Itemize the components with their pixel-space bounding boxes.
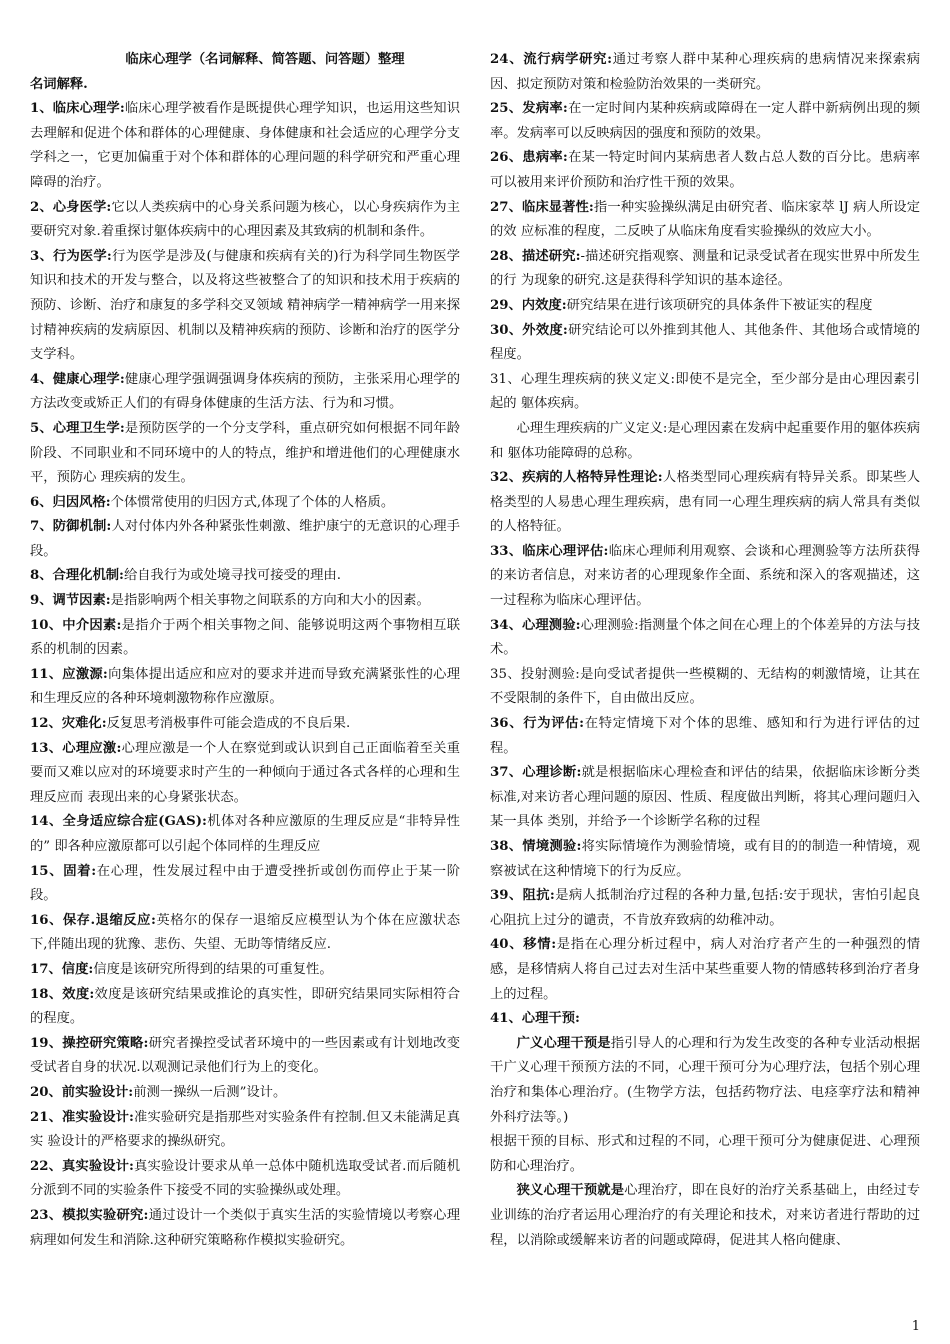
term-label: 20、前实验设计: bbox=[30, 1084, 134, 1100]
term-definition: 在一定时间内某种疾病或障碍在一定人群中新病例出现的频率。发病率可以反映病因的强度和预防的效果。 bbox=[490, 101, 920, 141]
term-definition: 心理测验:指测量个体之间在心理上的个体差异的方法与技术。 bbox=[490, 617, 920, 658]
term-entry bbox=[490, 1032, 920, 1130]
term-definition: 机体对各种应激原的生理反应是“非特异性的” 即各种应激原都可以引起个体同样的生理反应 bbox=[30, 814, 460, 854]
term-definition: 通过设计一个类似于真实生活的实验情境以考察心理病理如何发生和消除.这种研究策略称作模拟实验研究。 bbox=[30, 1207, 461, 1248]
term-label: 30、外效度: bbox=[490, 322, 568, 338]
page-number: 1 bbox=[911, 1319, 920, 1334]
term-definition: 研究结果在进行该项研究的具体条件下被证实的程度 bbox=[566, 297, 873, 313]
term-definition: 临床心理师利用观察、会谈和心理测验等方法所获得的来访者信息，对来访者的心理现象作全面、系统和深入的客观描述，这一过程称为临床心理评估。 bbox=[490, 543, 921, 609]
term-entry bbox=[490, 466, 920, 540]
term-label: 4、健康心理学: bbox=[30, 371, 125, 387]
term-definition: 在特定情境下对个体的思维、感知和行为进行评估的过程。 bbox=[490, 716, 920, 756]
term-definition: 临床心理学被看作是既提供心理学知识，也运用这些知识去理解和促进个体和群体的心理健康、身体健康和社会适应的心理学分支学科之一，它更加偏重于对个体和群体的心理问题的科学研究和严重心理障碍的治疗。 bbox=[30, 101, 461, 190]
term-entry bbox=[30, 417, 460, 491]
term-definition: 在心理，性发展过程中由于遭受挫折或创伤而停止于某一阶段。 bbox=[30, 863, 461, 904]
term-definition: 行为医学是涉及(与健康和疾病有关的)行为科学同生物医学知识和技术的开发与整合，以及将这些被整合了的知识和技术用于疾病的预防、诊断、治疗和康复的多学科交叉领域 精神病学一精神病学一用来探讨精神疾病的发病原因、机制以及精神疾病的预防、诊断和治疗的医学分支学科。 bbox=[30, 248, 460, 363]
term-label: 26、患病率: bbox=[490, 150, 568, 166]
term-definition: 向集体提出适应和应对的要求并进而导致充满紧张性的心理和生理反应的各种环境刺激物称作应激原。 bbox=[30, 666, 460, 707]
term-label: 28、描述研究: bbox=[490, 248, 581, 264]
term-label: 2、心身医学: bbox=[30, 199, 112, 215]
term-entry bbox=[30, 614, 460, 663]
term-label: 8、合理化机制: bbox=[30, 568, 124, 584]
term-definition: 是指影响两个相关事物之间联系的方向和大小的因素。 bbox=[110, 593, 430, 609]
term-label: 7、防御机制: bbox=[30, 519, 112, 535]
document-title: 临床心理学（名词解释、简答题、问答题）整理 bbox=[125, 52, 405, 67]
term-definition: 指一种实验操纵满足由研究者、临床家萃 lJ 病人所设定的效 应标准的程度，二反映了从临床角度看实验操纵的效应大小。 bbox=[490, 199, 920, 240]
term-label: 6、归因风格: bbox=[30, 494, 111, 510]
term-label: 23、模拟实验研究: bbox=[30, 1207, 149, 1223]
term-entry bbox=[30, 97, 460, 195]
term-definition: 是指介于两个相关事物之间、能够说明这两个事物相互联系的机制的因素。 bbox=[30, 617, 460, 658]
term-label: 18、效度: bbox=[30, 986, 95, 1002]
term-entry bbox=[30, 515, 460, 564]
term-label: 39、阻抗: bbox=[490, 888, 555, 904]
term-entry bbox=[30, 1081, 460, 1106]
term-entry bbox=[30, 1155, 460, 1204]
section-heading: 名词解释. bbox=[30, 76, 88, 92]
term-definition: 反复思考消极事件可能会造成的不良后果. bbox=[106, 716, 351, 732]
term-entry bbox=[490, 319, 920, 368]
term-definition: 35、投射测验:是向受试者提供一些模糊的、无结构的刺激情境，让其在不受限制的条件下，自由做出反应。 bbox=[490, 666, 920, 707]
term-entry bbox=[490, 146, 920, 195]
term-label: 17、信度: bbox=[30, 961, 94, 977]
term-entry bbox=[490, 97, 920, 146]
term-label: 40、移情: bbox=[490, 937, 557, 953]
term-label: 22、真实验设计: bbox=[30, 1158, 134, 1174]
term-entry bbox=[30, 1106, 460, 1155]
term-definition: -描述研究指观察、测量和记录受试者在现实世界中所发生的行 为现象的研究.这是获得科学知识的基本途径。 bbox=[490, 248, 920, 289]
term-label: 12、灾难化: bbox=[30, 716, 107, 732]
term-label: 33、临床心理评估: bbox=[490, 543, 609, 559]
left-entry-list bbox=[30, 97, 460, 1253]
right-column bbox=[490, 48, 920, 1253]
term-label: 38、情境测验: bbox=[490, 839, 582, 854]
term-label: 1、临床心理学: bbox=[30, 101, 125, 117]
term-label: 25、发病率: bbox=[490, 101, 568, 117]
term-definition: 31、心理生理疾病的狭义定义:即使不是完全，至少部分是由心理因素引起的 躯体疾病。 bbox=[490, 371, 920, 412]
term-definition: 研究结论可以外推到其他人、其他条件、其他场合或情境的程度。 bbox=[490, 322, 920, 363]
term-entry bbox=[490, 712, 920, 761]
term-label: 狭义心理干预就是 bbox=[516, 1183, 625, 1199]
term-entry bbox=[30, 1032, 460, 1081]
term-definition: 是指在心理分析过程中，病人对治疗者产生的一种强烈的情感，是移情病人将自己过去对生活中某些重要人物的情感转移到治疗者身上的过程。 bbox=[490, 937, 921, 1002]
term-definition: 根据干预的目标、形式和过程的不同，心理干预可分为健康促进、心理预防和心理治疗。 bbox=[490, 1134, 920, 1174]
term-entry bbox=[490, 933, 920, 1007]
term-entry bbox=[490, 663, 920, 712]
term-entry bbox=[30, 1204, 460, 1253]
term-label: 14、全身适应综合症(GAS): bbox=[30, 814, 207, 830]
term-entry bbox=[490, 368, 920, 417]
term-entry bbox=[490, 1007, 920, 1032]
term-entry bbox=[30, 909, 460, 958]
term-label: 24、流行病学研究: bbox=[490, 52, 613, 67]
term-label: 41、心理干预: bbox=[490, 1011, 580, 1027]
term-definition: 它以人类疾病中的心身关系问题为核心，以心身疾病作为主要研究对象.着重探讨躯体疾病中的心理因素及其致病的机制和条件。 bbox=[30, 199, 460, 240]
term-label: 9、调节因素: bbox=[30, 593, 111, 609]
term-label: 广义心理干预是 bbox=[516, 1035, 611, 1051]
term-label: 37、心理诊断: bbox=[490, 765, 582, 781]
term-entry bbox=[30, 491, 460, 516]
term-label: 10、中介因素: bbox=[30, 617, 122, 633]
term-entry bbox=[30, 983, 460, 1032]
term-entry bbox=[30, 196, 460, 245]
term-entry bbox=[30, 860, 460, 909]
term-definition: 心理应激是一个人在察觉到或认识到自己正面临着至关重要而又难以应对的环境要求时产生的一种倾向于通过各式各样的心理和生理反应而 表现出来的心身紧张状态。 bbox=[30, 740, 460, 805]
term-label: 27、临床显著性: bbox=[490, 199, 594, 215]
term-label: 13、心理应激: bbox=[30, 740, 122, 756]
term-entry bbox=[30, 245, 460, 368]
term-definition: 人格类型同心理疾病有特异关系。即某些人格类型的人易患心理生理疾病，患有同一心理生理疾病的病人常具有类似的人格特征。 bbox=[490, 470, 920, 535]
term-entry bbox=[490, 417, 920, 466]
term-definition: 是病人抵制治疗过程的各种力量,包括:安于现状，害怕引起良心阻抗上过分的谴责，不肯放弃致病的幼稚冲动。 bbox=[490, 888, 920, 928]
term-entry bbox=[490, 614, 920, 663]
term-definition: 将实际情境作为测验情境，或有目的的制造一种情境，观察被试在这种情境下的行为反应。 bbox=[490, 839, 920, 879]
term-entry bbox=[30, 589, 460, 614]
term-entry bbox=[490, 1130, 920, 1179]
term-entry bbox=[490, 540, 920, 614]
term-definition: 个体惯常使用的归因方式,体现了个体的人格质。 bbox=[110, 494, 395, 510]
term-definition: 在某一特定时间内某病患者人数占总人数的百分比。患病率可以被用来评价预防和治疗性干预的效果。 bbox=[490, 150, 920, 190]
term-definition: 英格尔的保存一退缩反应模型认为个体在应激状态下,伴随出现的犹豫、悲伤、失望、无助等情绪反应. bbox=[30, 912, 461, 953]
term-definition: 就是根据临床心理检查和评估的结果，依据临床诊断分类标准,对来访者心理问题的原因、性质、程度做出判断，将其心理问题归入某一具体 类别，并给予一个诊断学名称的过程 bbox=[490, 765, 920, 830]
term-entry bbox=[490, 761, 920, 835]
term-entry bbox=[490, 48, 920, 97]
term-label: 15、固着: bbox=[30, 863, 97, 879]
term-definition: 指引导人的心理和行为发生改变的各种专业活动根据干广义心理干预预方法的不同，心理干预可分为心理疗法，包括个别心理治疗和集体心理治疗。(生物学方法，包括药物疗法、电痉挛疗法和精神外科疗法等。) bbox=[490, 1035, 921, 1125]
term-definition: 通过考察人群中某种心理疾病的患病情况来探索病因、拟定预防对策和检验防治效果的一类研究。 bbox=[490, 52, 921, 92]
term-entry bbox=[30, 368, 460, 417]
term-entry bbox=[490, 294, 920, 319]
term-entry bbox=[490, 245, 920, 294]
left-column bbox=[30, 48, 460, 1253]
term-label: 29、内效度: bbox=[490, 297, 567, 313]
term-definition: 信度是该研究所得到的结果的可重复性。 bbox=[93, 961, 333, 977]
term-label: 21、准实验设计: bbox=[30, 1109, 134, 1125]
term-entry bbox=[490, 196, 920, 245]
term-entry bbox=[490, 884, 920, 933]
term-entry bbox=[30, 663, 460, 712]
term-entry bbox=[30, 810, 460, 859]
term-definition: 健康心理学强调强调身体疾病的预防，主张采用心理学的方法改变或矫正人们的有碍身体健康的生活方法、行为和习惯。 bbox=[30, 371, 461, 412]
term-definition: 心理治疗，即在良好的治疗关系基础上，由经过专业训练的治疗者运用心理治疗的有关理论和技术，对来访者进行帮助的过程，以消除或缓解来访者的问题或障碍，促进其人格向健康、 bbox=[490, 1183, 921, 1248]
term-label: 32、疾病的人格特异性理论: bbox=[490, 470, 663, 486]
term-entry bbox=[30, 712, 460, 737]
term-definition: 人对付体内外各种紧张性刺激、维护康宁的无意识的心理手段。 bbox=[30, 519, 460, 559]
term-entry bbox=[30, 737, 460, 811]
term-entry bbox=[30, 564, 460, 589]
term-definition: 心理生理疾病的广义定义:是心理因素在发病中起重要作用的躯体疾病和 躯体功能障碍的总称。 bbox=[490, 420, 920, 461]
term-definition: 准实验研究是指那些对实验条件有控制.但又未能满足真实 验设计的严格要求的操纵研究。 bbox=[30, 1109, 460, 1150]
term-label: 19、操控研究策略: bbox=[30, 1035, 149, 1051]
term-label: 11、应激源: bbox=[30, 666, 108, 682]
term-definition: 效度是该研究结果或推论的真实性，即研究结果同实际相符合的程度。 bbox=[30, 986, 460, 1027]
term-definition: 给自我行为或处境寻找可接受的理由. bbox=[123, 568, 341, 584]
term-label: 16、保存.退缩反应: bbox=[30, 912, 156, 928]
term-entry bbox=[30, 958, 460, 983]
term-entry bbox=[490, 1179, 920, 1253]
term-label: 5、心理卫生学: bbox=[30, 420, 125, 436]
right-entry-list bbox=[490, 48, 920, 1253]
term-label: 3、行为医学: bbox=[30, 248, 112, 264]
term-definition: 是预防医学的一个分支学科，重点研究如何根据不同年龄阶段、不同职业和不同环境中的人的特点，维护和增进他们的心理健康水平，预防心 理疾病的发生。 bbox=[30, 420, 461, 486]
term-label: 36、行为评估: bbox=[490, 716, 585, 732]
term-entry bbox=[490, 835, 920, 884]
term-definition: 真实验设计要求从单一总体中随机选取受试者.而后随机分派到不同的实验条件下接受不同的实验操纵或处理。 bbox=[30, 1158, 460, 1199]
term-label: 34、心理测验: bbox=[490, 617, 581, 633]
term-definition: 前测一操纵一后测”设计。 bbox=[133, 1084, 287, 1100]
term-definition: 研究者操控受试者环境中的一些因素或有计划地改变受试者自身的状况.以观测记录他们行为上的变化。 bbox=[30, 1035, 461, 1076]
